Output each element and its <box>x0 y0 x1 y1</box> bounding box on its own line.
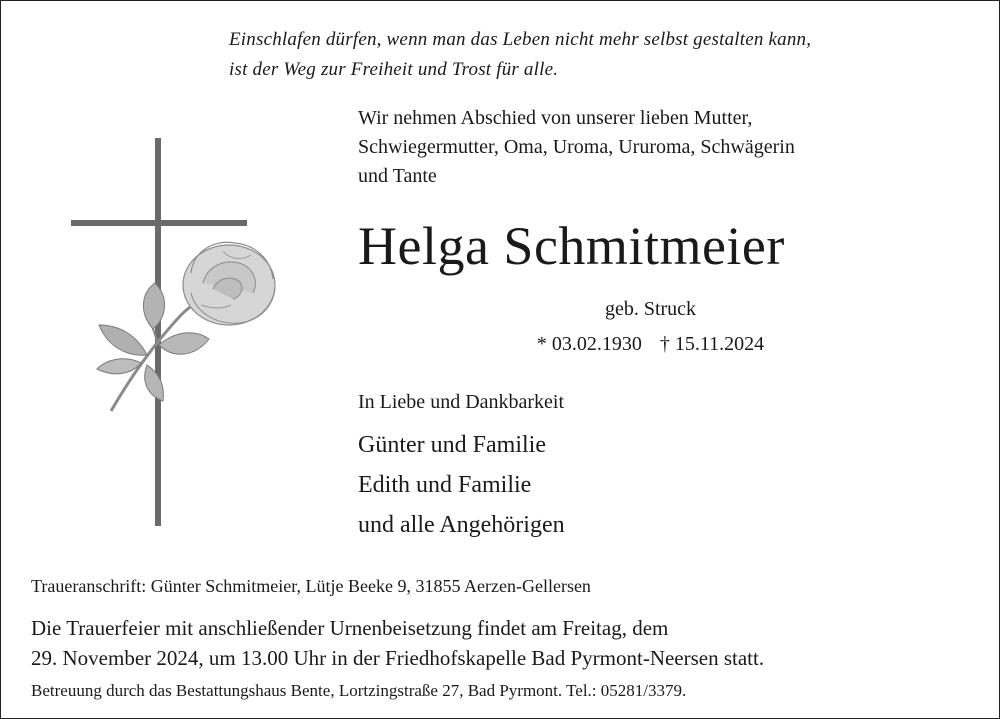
mourning-address: Traueranschrift: Günter Schmitmeier, Lütje Beeke 9, 31855 Aerzen-Gellersen <box>31 576 591 596</box>
motto-quote <box>229 25 969 85</box>
motto-line-2: ist der Weg zur Freiheit und Trost für alle. <box>229 59 559 80</box>
mourners-list <box>358 425 565 545</box>
death-date: † 15.11.2024 <box>659 333 765 355</box>
farewell-intro <box>358 104 978 191</box>
birth-date: * 03.02.1930 <box>536 333 642 355</box>
intro-line-3: und Tante <box>358 165 437 187</box>
rose-icon <box>97 242 275 411</box>
mourners-intro: In Liebe und Dankbarkeit <box>358 391 565 413</box>
cross-icon <box>71 138 247 526</box>
mourner-name: Edith und Familie <box>358 472 532 498</box>
motto-line-1: Einschlafen dürfen, wenn man das Leben nicht mehr selbst gestalten kann, <box>229 29 812 50</box>
funeral-service-info <box>31 613 981 673</box>
service-line-2: 29. November 2024, um 13.00 Uhr in der Friedhofskapelle Bad Pyrmont-Neersen statt. <box>31 646 765 670</box>
intro-line-2: Schwiegermutter, Oma, Uroma, Ururoma, Schwägerin <box>358 136 795 158</box>
intro-line-1: Wir nehmen Abschied von unserer lieben Mutter, <box>358 107 753 129</box>
life-dates <box>358 330 943 358</box>
cross-and-rose-emblem <box>63 133 288 533</box>
service-line-1: Die Trauerfeier mit anschließender Urnenbeisetzung findet am Freitag, dem <box>31 616 669 640</box>
mourner-name: Günter und Familie <box>358 432 546 458</box>
funeral-home-info: Betreuung durch das Bestattungshaus Bente, Lortzingstraße 27, Bad Pyrmont. Tel.: 05281/3379. <box>31 681 687 700</box>
maiden-name: geb. Struck <box>604 298 697 320</box>
mourner-name: und alle Angehörigen <box>358 512 565 538</box>
deceased-name: Helga Schmitmeier <box>358 216 785 276</box>
